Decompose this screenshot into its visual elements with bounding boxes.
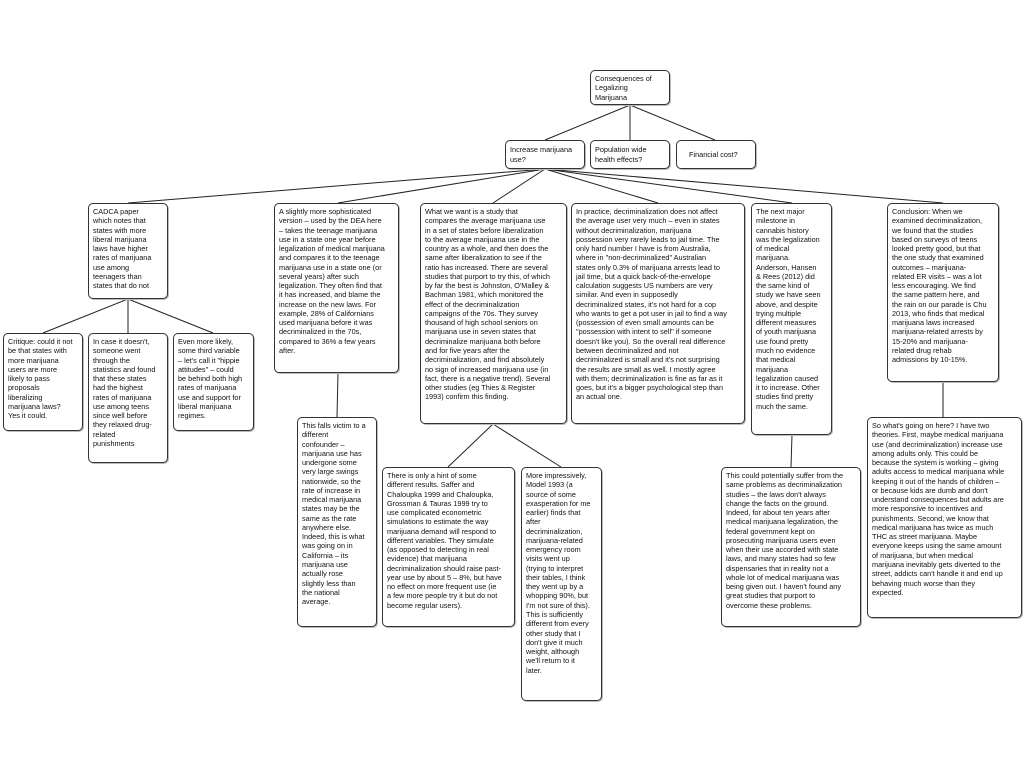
- node-conclusion[interactable]: Conclusion: When we examined decriminalization, we found that the studies based on surveys of teens looked pretty good, but that the one study that examined outcomes – marijuana- related ER visits – was a lot less encouraging. We find the same pattern here, and the rain on our parade is Chu 2013, who finds that medical marijuana laws increased marijuana-related arrests by 15-20% and marijuana- related drug rehab admissions by 10-15%.: [887, 203, 999, 382]
- connector-root-increase: [545, 105, 630, 140]
- node-in-case-it-doesnt[interactable]: In case it doesn't, someone went through the statistics and found that these states had the highest rates of marijuana use among teens since well before they relaxed drug- related punishments: [88, 333, 168, 463]
- node-model-1993[interactable]: More impressively, Model 1993 (a source of some exasperation for me earlier) finds that after decriminalization, marijuana-related emergency room visits went up (trying to interpret their tables, I think they went up by a whopping 90%, but I'm not sure of this). This is sufficiently different from every other study that I don't give it much weight, although we'll return to it later.: [521, 467, 602, 701]
- node-different-confounder[interactable]: This falls victim to a different confounder – marijuana use has undergone some very large swings nationwide, so the rate of increase in medical marijuana states may be the same as the rate anywhere else. Indeed, this is what was going on in California – its marijuana use actually rose slightly less than the national average.: [297, 417, 377, 627]
- connector-increase-whatwewant: [493, 169, 545, 203]
- connector-increase-conclusion: [545, 169, 943, 203]
- node-increase-marijuana-use[interactable]: Increase marijuana use?: [505, 140, 585, 169]
- node-consequences-of-legalizing-marijuana[interactable]: Consequences of Legalizing Marijuana: [590, 70, 670, 105]
- node-slightly-more-sophisticated[interactable]: A slightly more sophisticated version – used by the DEA here – takes the teenage marijuana use in a state one year before legalization of medical marijuana and compares it to the teenage marijuana use in a state one (or several years) after such legalization. They often find that it has increased, and blame the increase on the new laws. For example, 28% of Californians used marijuana before it was decriminalized in the 70s, compared to 36% a few years after.: [274, 203, 399, 373]
- connector-increase-milestone: [545, 169, 792, 203]
- node-next-major-milestone[interactable]: The next major milestone in cannabis history was the legalization of medical marijuana. Anderson, Hansen & Rees (2012) did the same kind of study we have seen above, and despite trying multiple different measures of youth marijuana use found pretty much no evidence that medical marijuana legalization caused it to increase. Other studies find pretty much the same.: [751, 203, 832, 435]
- connector-root-financial: [630, 105, 715, 140]
- connector-cadca-critique: [43, 299, 128, 333]
- connector-cadca-evenmore: [128, 299, 213, 333]
- connector-sophisticated-confounder: [337, 373, 338, 417]
- node-cadca-paper[interactable]: CADCA paper which notes that states with more liberal marijuana laws have higher rates of marijuana use among teenagers than states that do not: [88, 203, 168, 299]
- node-critique[interactable]: Critique: could it not be that states with more marijuana users are more likely to pass proposals liberalizing marijuana laws? Yes it could.: [3, 333, 83, 431]
- node-population-wide-health-effects[interactable]: Population wide health effects?: [590, 140, 670, 169]
- node-in-practice[interactable]: In practice, decriminalization does not affect the average user very much – even in states without decriminalization, marijuana possession very rarely leads to jail time. The only hard number I have is from Australia, where in "non-decriminalized" Australian states only 0.3% of marijuana arrests lead to jail time, but a quick back-of-the-envelope calculation suggests US numbers are very similar. And even in supposedly decriminalized states, it's not hard for a cop who wants to get a pot user in jail to find a way (possession of even small amounts can be "possession with intent to sell" if someone doesn't like you). So the overall real difference between decriminalized and not decriminalized is small and it's not surprising the results are small as well. I mostly agree with them; decriminalization is fine as far as it goes, but it's a bigger psychological step than an actual one.: [571, 203, 745, 424]
- connector-whatwewant-model1993: [493, 424, 561, 467]
- node-what-we-want[interactable]: What we want is a study that compares the average marijuana use in a set of states before liberalization to the average marijuana use in the country as a whole, and then does the same after liberalization to see if the ratio has increased. There are several studies that purport to try this, of which by far the best is Johnston, O'Malley & Bachman 1981, which monitored the effect of the decriminalization campaigns of the 70s. They survey thousand of high school seniors on marijuana use in seven states that decriminalize marijuana both before and for five years after the decriminalization, and find absolutely no sign of increased marijuana use (in fact, there is a negative trend). Several other studies (eg Thies & Register 1993) confirm this finding.: [420, 203, 567, 424]
- node-potentially-suffer[interactable]: This could potentially suffer from the same problems as decriminalization studies – the laws don't always change the facts on the ground. Indeed, for about ten years after medical marijuana legalization, the federal government kept on prosecuting marijuana users even when their use accorded with state laws, and many states had so few dispensaries that in reality not a whole lot of medical marijuana was being given out. I haven't found any great studies that purport to overcome these problems.: [721, 467, 861, 627]
- node-even-more-likely[interactable]: Even more likely, some third variable – let's call it "hippie attitudes" – could be behind both high rates of marijuana use and support for liberal marijuana regimes.: [173, 333, 254, 431]
- node-financial-cost[interactable]: Financial cost?: [676, 140, 756, 169]
- node-whats-going-on[interactable]: So what's going on here? I have two theories. First, maybe medical marijuana use (and decriminalization) increase use among adults only. This could be because the system is working – giving adults access to medical marijuana while keeping it out of the hands of children – or because kids are dumb and don't understand consequences but adults are more responsive to incentives and punishments. Second, we know that medical marijuana has twice as much THC as street marijuana. Maybe everyone keeps using the same amount of marijuana, but when medical marijuana inevitably gets diverted to the street, addicts can't handle it and end up behaving much worse than they expected.: [867, 417, 1022, 618]
- connector-increase-cadca: [128, 169, 545, 203]
- node-only-a-hint[interactable]: There is only a hint of some different results. Saffer and Chaloupka 1999 and Chaloupka, Grossman & Tauras 1999 try to use complicated econometric simulations to estimate the way marijuana demand will respond to different variables. They simulate (as opposed to detecting in real evidence) that marijuana decriminalization should raise past- year use by about 5 – 8%, but have no effect on more frequent use (ie a few more people try it but do not become regular users).: [382, 467, 515, 627]
- connector-increase-sophisticated: [338, 169, 545, 203]
- connector-whatwewant-hint: [448, 424, 493, 467]
- connector-milestone-potentially: [791, 435, 792, 467]
